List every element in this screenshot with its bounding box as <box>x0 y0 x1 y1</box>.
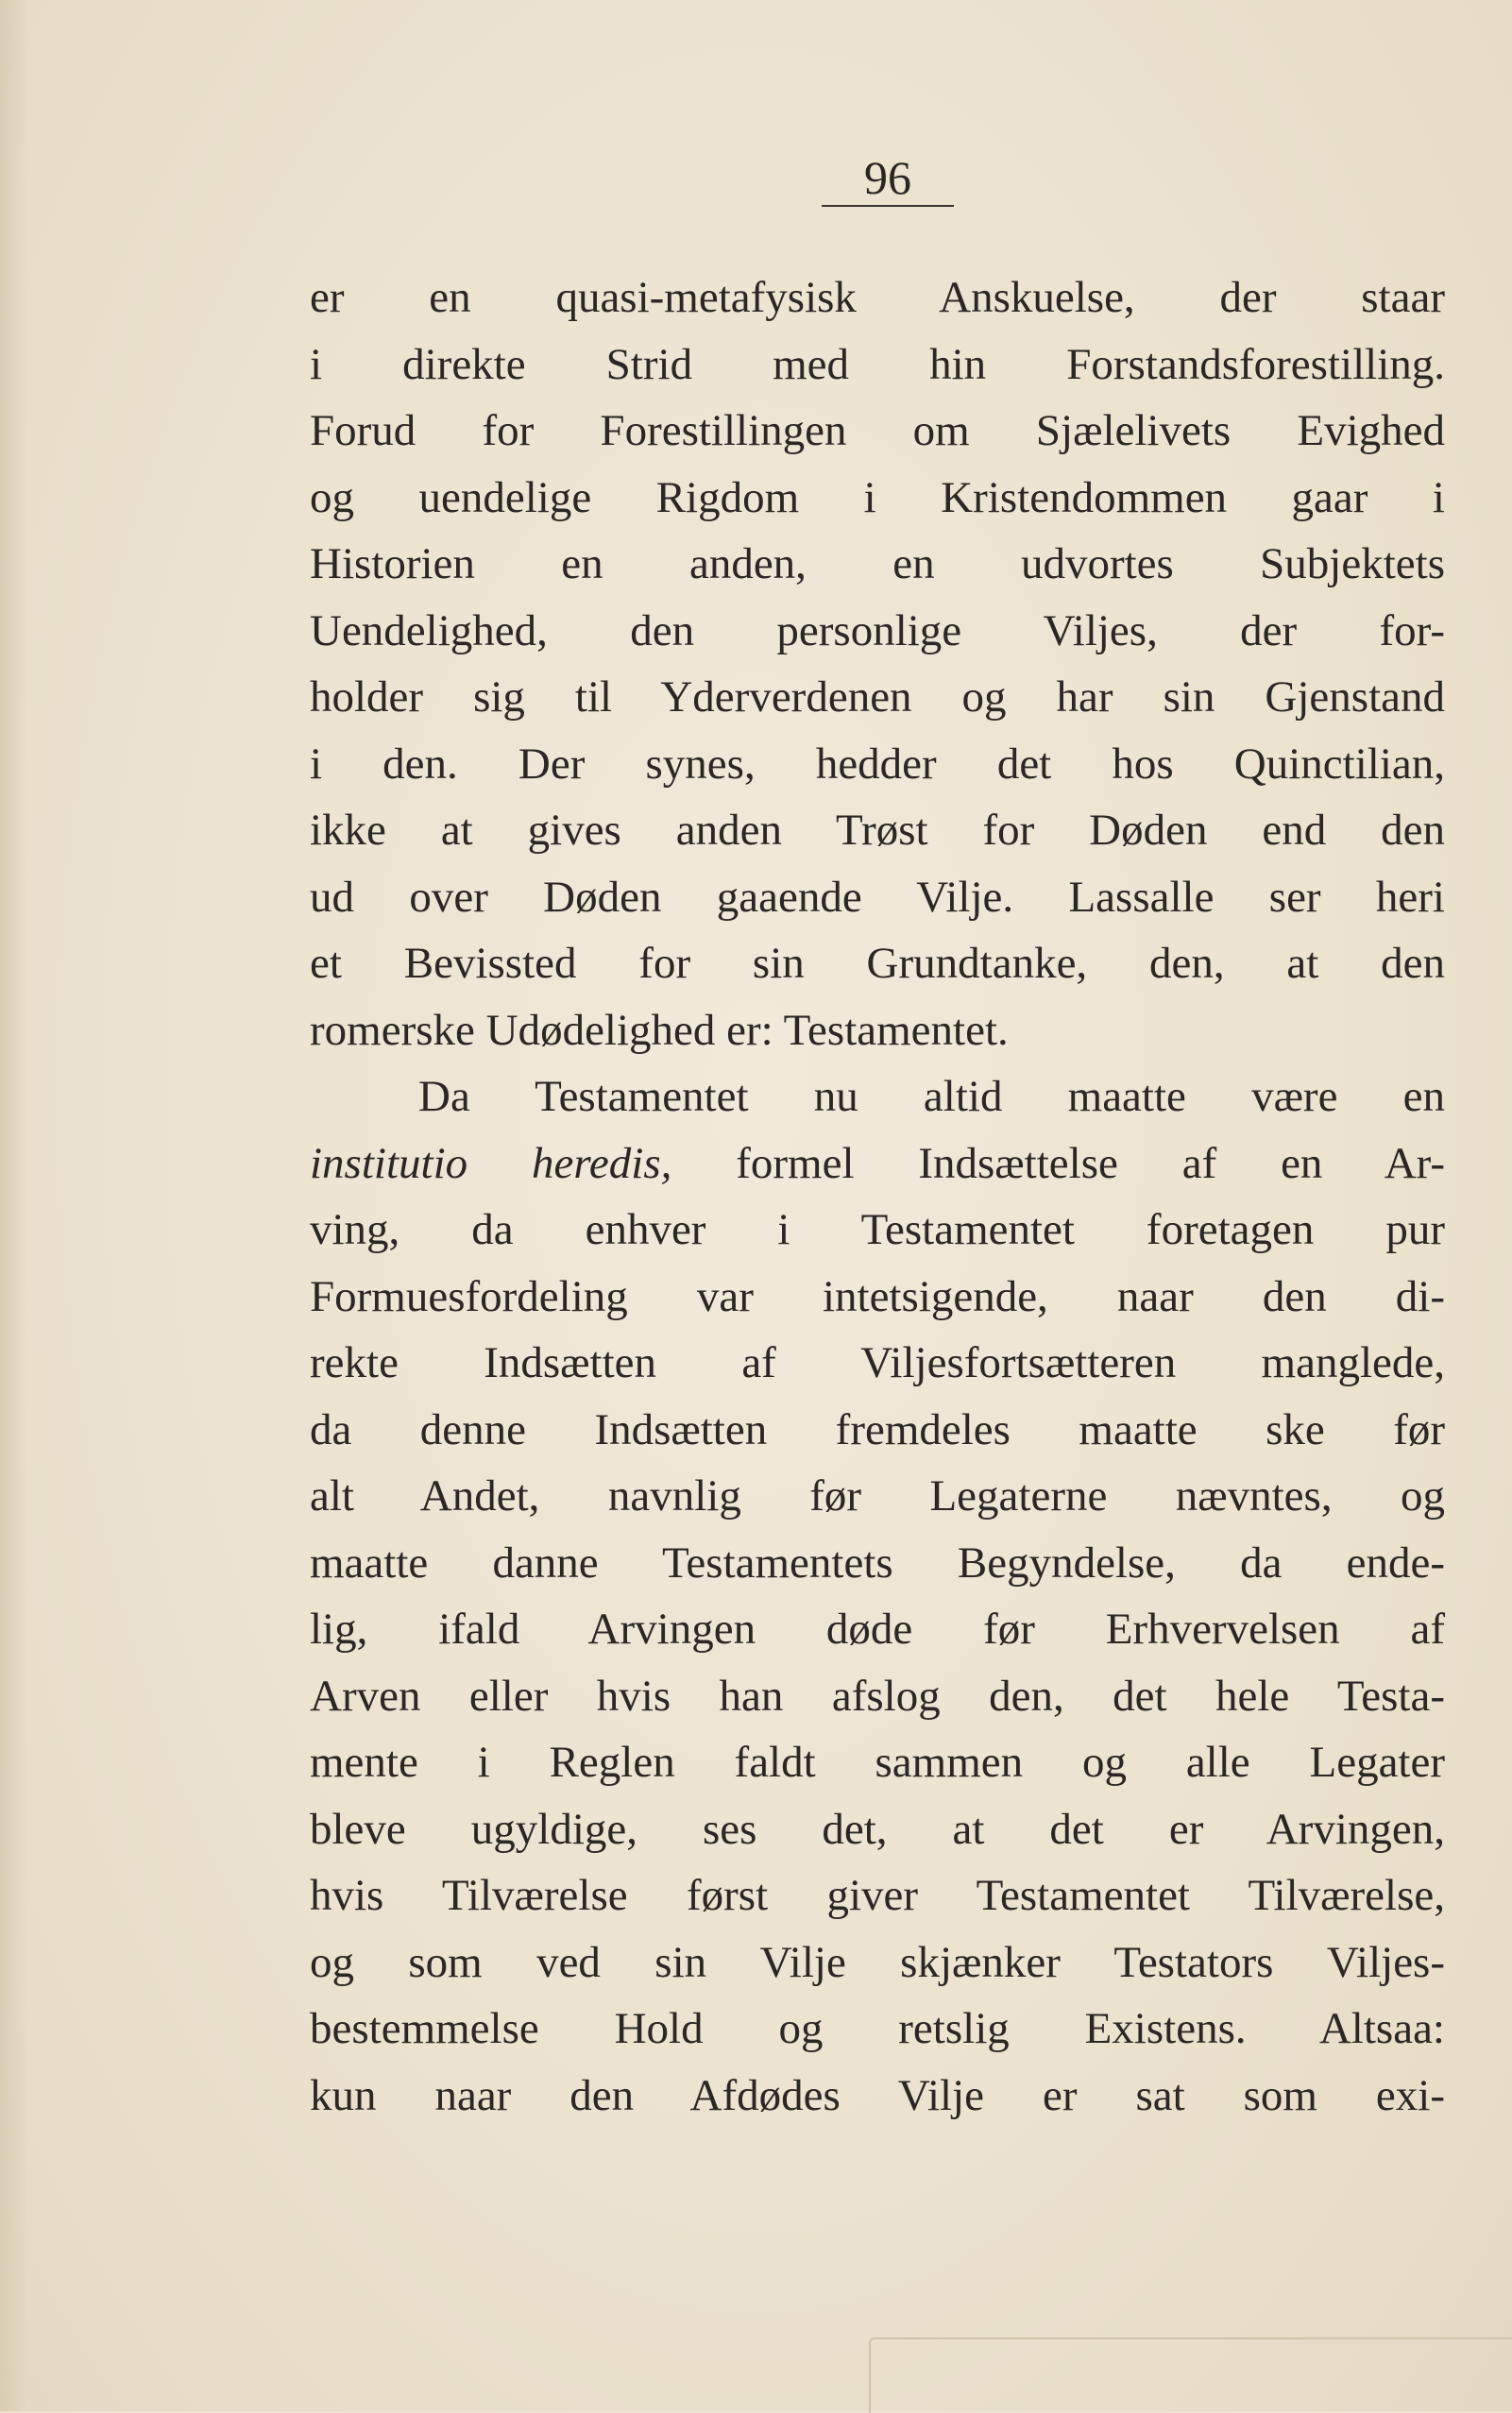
text-line: alt Andet, navnlig før Legaterne nævntes, og <box>310 1471 1445 1521</box>
text-line: Historien en anden, en udvortes Subjektets <box>310 539 1445 588</box>
text-line: i direkte Strid med hin Forstandsforestilling. <box>310 339 1445 389</box>
text-line: er en quasi-metafysisk Anskuelse, der staar <box>310 273 1445 322</box>
paragraph-start-line: Da Testamentet nu altid maatte være en <box>418 1072 1445 1121</box>
text-line: og uendelige Rigdom i Kristendommen gaar i <box>310 472 1445 522</box>
text-line: mente i Reglen faldt sammen og alle Legater <box>310 1738 1445 1787</box>
text-line: holder sig til Yderverdenen og har sin Gjenstand <box>310 672 1445 722</box>
text-line: hvis Tilværelse først giver Testamentet Tilværelse, <box>310 1871 1445 1920</box>
text-line-with-italic <box>310 1130 1445 1198</box>
italic-latin-phrase: institutio heredis, <box>310 1138 672 1188</box>
text-line: da denne Indsætten fremdeles maatte ske før <box>310 1404 1445 1454</box>
text-line: Uendelighed, den personlige Viljes, der for- <box>310 605 1445 655</box>
body-text <box>310 264 1445 2129</box>
text-line: Forud for Forestillingen om Sjælelivets Evighed <box>310 406 1445 455</box>
page-corner-crease <box>869 2337 1512 2413</box>
text-line: Formuesfordeling var intetsigende, naar den di- <box>310 1271 1445 1321</box>
text-line-rest: formel Indsættelse af en Ar- <box>671 1138 1445 1188</box>
text-line: maatte danne Testamentets Begyndelse, da ende- <box>310 1538 1445 1588</box>
text-line: et Bevissted for sin Grundtanke, den, at den <box>310 939 1445 988</box>
text-line: i den. Der synes, hedder det hos Quinctilian, <box>310 739 1445 789</box>
text-line: rekte Indsætten af Viljesfortsætteren manglede, <box>310 1338 1445 1387</box>
page-edge-shadow <box>0 0 28 2411</box>
text-line: og som ved sin Vilje skjænker Testators Viljes- <box>310 1937 1445 1987</box>
text-line: kun naar den Afdødes Vilje er sat som exi- <box>310 2070 1445 2120</box>
text-line: ving, da enhver i Testamentet foretagen pur <box>310 1205 1445 1254</box>
page-number-rule <box>822 205 954 207</box>
page-number: 96 <box>864 151 911 204</box>
text-line: lig, ifald Arvingen døde før Erhvervelsen af <box>310 1605 1445 1654</box>
text-line: Arven eller hvis han afslog den, det hele Testa- <box>310 1671 1445 1721</box>
text-line: bestemmelse Hold og retslig Existens. Altsaa: <box>310 2004 1445 2053</box>
text-line: ud over Døden gaaende Vilje. Lassalle ser heri <box>310 872 1445 922</box>
text-line: bleve ugyldige, ses det, at det er Arvingen, <box>310 1804 1445 1854</box>
text-line: ikke at gives anden Trøst for Døden end den <box>310 806 1445 855</box>
paragraph-end-line: romerske Udødelighed er: Testamentet. <box>310 1005 1009 1055</box>
